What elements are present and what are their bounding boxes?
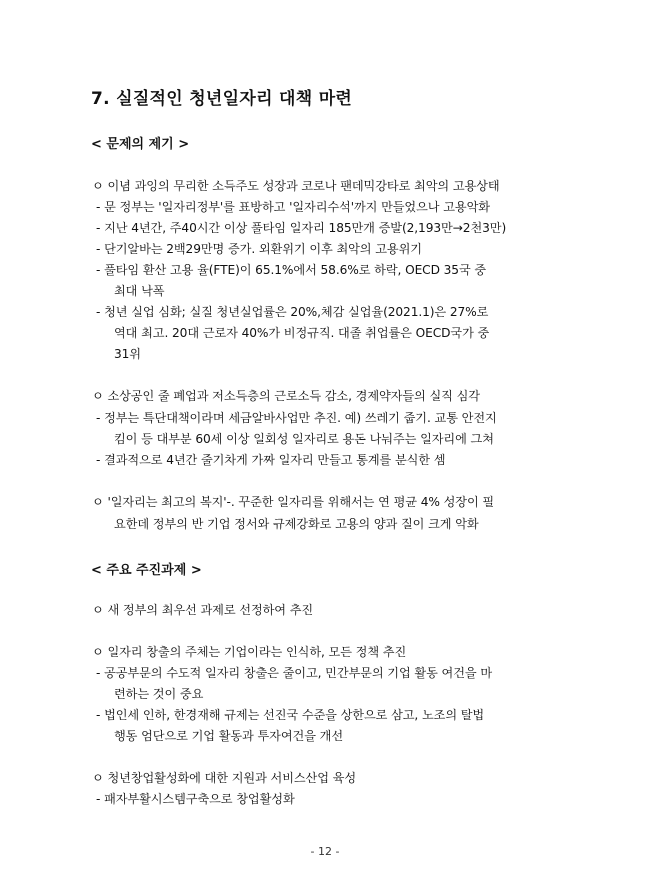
bullet-line: ㅇ 이념 과잉의 무리한 소득주도 성장과 코로나 팬데믹강타로 최악의 고용상태 — [92, 179, 500, 193]
section-heading: 7. 실질적인 청년일자리 대책 마련 — [91, 89, 353, 109]
continuation-line: 행동 엄단으로 기업 활동과 투자여건을 개선 — [114, 729, 343, 743]
page-number: - 12 - — [310, 845, 340, 858]
dash-line: - 지난 4년간, 주40시간 이상 풀타임 일자리 185만개 증발(2,193만→2천3만) — [96, 221, 507, 235]
continuation-line: 역대 최고. 20대 근로자 40%가 비정규직. 대졸 취업률은 OECD국가 중 — [114, 326, 490, 340]
dash-line: - 결과적으로 4년간 줄기차게 가짜 일자리 만들고 통계를 분식한 셈 — [96, 453, 446, 467]
dash-line: - 공공부문의 수도적 일자리 창출은 줄이고, 민간부문의 기업 활동 여건을 마 — [96, 666, 493, 680]
dash-line: - 정부는 특단대책이라며 세금알바사업만 추진. 예) 쓰레기 줍기. 교통 안전지 — [96, 411, 497, 425]
dash-line: - 문 정부는 '일자리정부'를 표방하고 '일자리수석'까지 만들었으나 고용악화 — [96, 200, 490, 214]
continuation-line: 31위 — [114, 347, 141, 361]
dash-line: - 법인세 인하, 한경재해 규제는 선진국 수준을 상한으로 삼고, 노조의 탈법 — [96, 708, 485, 722]
dash-line: - 풀타임 환산 고용 율(FTE)이 65.1%에서 58.6%로 하락, OECD 35국 중 — [96, 263, 487, 277]
subsection-title-problem: < 문제의 제기 > — [91, 137, 190, 152]
bullet-line: ㅇ 일자리 창출의 주체는 기업이라는 인식하, 모든 정책 추진 — [92, 645, 407, 659]
continuation-line: 최대 낙폭 — [114, 284, 165, 298]
continuation-line: 련하는 것이 중요 — [114, 687, 204, 701]
bullet-line: ㅇ 청년창업활성화에 대한 지원과 서비스산업 육성 — [92, 771, 357, 785]
dash-line: - 단기알바는 2백29만명 증가. 외환위기 이후 최악의 고용위기 — [96, 242, 422, 256]
bullet-line: ㅇ 소상공인 줄 폐업과 저소득층의 근로소득 감소, 경제약자들의 실직 심각 — [92, 389, 480, 403]
dash-line: - 청년 실업 심화; 실질 청년실업률은 20%,체감 실업율(2021.1)은 27%로 — [96, 305, 489, 319]
continuation-line: 요한데 정부의 반 기업 정서와 규제강화로 고용의 양과 질이 크게 악화 — [114, 517, 479, 531]
dash-line: - 패자부활시스템구축으로 창업활성화 — [96, 792, 295, 806]
continuation-line: 킴이 등 대부분 60세 이상 일회성 일자리로 용돈 나눠주는 일자리에 그쳐 — [114, 432, 494, 446]
bullet-line: ㅇ '일자리는 최고의 복지'-. 꾸준한 일자리를 위해서는 연 평균 4% 성장이 필 — [92, 495, 495, 509]
bullet-line: ㅇ 새 정부의 최우선 과제로 선정하여 추진 — [92, 603, 314, 617]
subsection-title-tasks: < 주요 주진과제 > — [91, 563, 202, 578]
